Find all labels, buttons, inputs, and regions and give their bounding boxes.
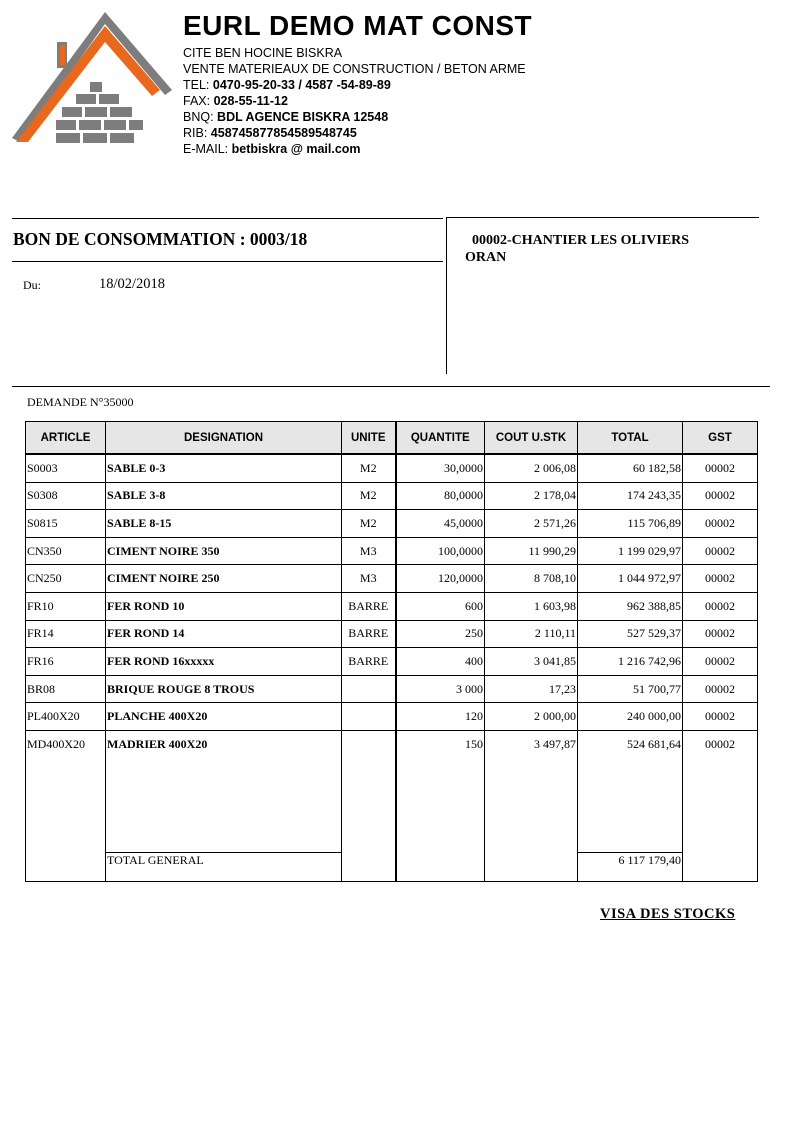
cell-quantite: 120,0000 [396, 565, 485, 593]
cell-cout: 2 178,04 [485, 482, 578, 510]
cell-unite: M2 [342, 510, 396, 538]
chantier-city: ORAN [465, 250, 507, 265]
cell-article: CN250 [26, 565, 106, 593]
header-article: ARTICLE [26, 422, 106, 455]
cell-designation: SABLE 3-8 [106, 482, 342, 510]
cell-quantite: 250 [396, 620, 485, 648]
cell-unite [342, 730, 396, 852]
visa-stocks-label: VISA DES STOCKS [600, 906, 736, 922]
divider-title [12, 261, 443, 262]
cell-total: 1 199 029,97 [578, 537, 683, 565]
fax-value: 028-55-11-12 [213, 94, 288, 108]
total-general-label: TOTAL GENERAL [106, 852, 342, 881]
cell-total: 174 243,35 [578, 482, 683, 510]
bnq-label: BNQ: [183, 110, 214, 124]
total-empty-unite [342, 852, 396, 881]
cell-unite: M2 [342, 482, 396, 510]
cell-cout: 1 603,98 [485, 592, 578, 620]
email-value: betbiskra @ mail.com [231, 142, 361, 156]
cell-designation: CIMENT NOIRE 350 [106, 537, 342, 565]
header-designation: DESIGNATION [106, 422, 342, 455]
items-table [25, 421, 758, 882]
header-cout: COUT U.STK [485, 422, 578, 455]
cell-total: 1 044 972,97 [578, 565, 683, 593]
cell-designation: MADRIER 400X20 [106, 730, 342, 852]
cell-designation: SABLE 8-15 [106, 510, 342, 538]
table-row [26, 592, 758, 620]
cell-quantite: 150 [396, 730, 485, 852]
cell-article: S0003 [26, 454, 106, 482]
header-gst: GST [683, 422, 758, 455]
divider-top-left [12, 218, 443, 219]
cell-gst: 00002 [683, 730, 758, 852]
cell-gst: 00002 [683, 565, 758, 593]
cell-article: PL400X20 [26, 703, 106, 731]
cell-quantite: 45,0000 [396, 510, 485, 538]
tel-label: TEL: [183, 78, 210, 92]
header-quantite: QUANTITE [396, 422, 485, 455]
cell-unite: BARRE [342, 648, 396, 676]
cell-gst: 00002 [683, 703, 758, 731]
cell-designation: FER ROND 10 [106, 592, 342, 620]
cell-gst: 00002 [683, 537, 758, 565]
document-date: 18/02/2018 [99, 276, 166, 292]
cell-cout: 8 708,10 [485, 565, 578, 593]
cell-unite: BARRE [342, 620, 396, 648]
table-row [26, 482, 758, 510]
rib-value: 458745877854589548745 [210, 126, 357, 140]
cell-quantite: 600 [396, 592, 485, 620]
rib-label: RIB: [183, 126, 208, 140]
cell-unite: M2 [342, 454, 396, 482]
cell-quantite: 3 000 [396, 675, 485, 703]
cell-article: BR08 [26, 675, 106, 703]
cell-article: FR14 [26, 620, 106, 648]
cell-total: 240 000,00 [578, 703, 683, 731]
cell-gst: 00002 [683, 620, 758, 648]
tel-value: 0470-95-20-33 / 4587 -54-89-89 [212, 78, 391, 92]
cell-total: 51 700,77 [578, 675, 683, 703]
header-total: TOTAL [578, 422, 683, 455]
cell-total: 524 681,64 [578, 730, 683, 852]
cell-quantite: 400 [396, 648, 485, 676]
company-rib [183, 125, 357, 141]
cell-gst: 00002 [683, 482, 758, 510]
table-row [26, 510, 758, 538]
cell-quantite: 30,0000 [396, 454, 485, 482]
cell-cout: 3 497,87 [485, 730, 578, 852]
cell-unite: BARRE [342, 592, 396, 620]
cell-cout: 2 110,11 [485, 620, 578, 648]
company-logo [10, 12, 175, 147]
cell-unite [342, 675, 396, 703]
table-row [26, 730, 758, 852]
cell-article: FR10 [26, 592, 106, 620]
cell-gst: 00002 [683, 648, 758, 676]
total-empty-quantite [396, 852, 485, 881]
cell-total: 115 706,89 [578, 510, 683, 538]
cell-article: MD400X20 [26, 730, 106, 852]
table-row [26, 648, 758, 676]
cell-cout: 3 041,85 [485, 648, 578, 676]
bnq-value: BDL AGENCE BISKRA 12548 [217, 110, 389, 124]
total-row [26, 852, 758, 881]
fax-label: FAX: [183, 94, 211, 108]
divider-bottom [12, 386, 770, 387]
company-fax [183, 93, 288, 109]
cell-cout: 11 990,29 [485, 537, 578, 565]
cell-designation: CIMENT NOIRE 250 [106, 565, 342, 593]
cell-gst: 00002 [683, 675, 758, 703]
total-empty-gst [683, 852, 758, 881]
company-name: EURL DEMO MAT CONST [183, 10, 533, 41]
cell-cout: 2 006,08 [485, 454, 578, 482]
cell-quantite: 120 [396, 703, 485, 731]
cell-cout: 2 571,26 [485, 510, 578, 538]
total-empty-cout [485, 852, 578, 881]
cell-designation: BRIQUE ROUGE 8 TROUS [106, 675, 342, 703]
cell-total: 962 388,85 [578, 592, 683, 620]
cell-quantite: 80,0000 [396, 482, 485, 510]
document-title: BON DE CONSOMMATION : 0003/18 [13, 229, 308, 249]
table-row [26, 675, 758, 703]
items-table-container [25, 421, 757, 889]
chantier-name: 00002-CHANTIER LES OLIVIERS [472, 233, 690, 248]
company-tel [183, 77, 391, 93]
divider-top-right [447, 217, 759, 218]
cell-cout: 17,23 [485, 675, 578, 703]
cell-unite: M3 [342, 537, 396, 565]
cell-gst: 00002 [683, 454, 758, 482]
cell-unite [342, 703, 396, 731]
cell-gst: 00002 [683, 592, 758, 620]
email-label: E-MAIL: [183, 142, 229, 156]
cell-article: CN350 [26, 537, 106, 565]
cell-total: 60 182,58 [578, 454, 683, 482]
company-bank [183, 109, 388, 125]
table-row [26, 620, 758, 648]
table-row [26, 454, 758, 482]
cell-unite: M3 [342, 565, 396, 593]
cell-total: 1 216 742,96 [578, 648, 683, 676]
company-email [183, 141, 361, 157]
cell-cout: 2 000,00 [485, 703, 578, 731]
total-empty-article [26, 852, 106, 881]
cell-article: FR16 [26, 648, 106, 676]
cell-total: 527 529,37 [578, 620, 683, 648]
cell-designation: PLANCHE 400X20 [106, 703, 342, 731]
cell-designation: SABLE 0-3 [106, 454, 342, 482]
date-label: Du: [23, 278, 41, 292]
cell-article: S0815 [26, 510, 106, 538]
demande-number: DEMANDE N°35000 [27, 395, 134, 409]
table-row [26, 537, 758, 565]
cell-designation: FER ROND 14 [106, 620, 342, 648]
cell-gst: 00002 [683, 510, 758, 538]
company-activity: VENTE MATERIEAUX DE CONSTRUCTION / BETON ARME [183, 62, 526, 76]
divider-vertical [446, 217, 447, 374]
header-unite: UNITE [342, 422, 396, 455]
logo-bricks [56, 82, 143, 143]
table-header-row [26, 422, 758, 455]
cell-article: S0308 [26, 482, 106, 510]
table-row [26, 565, 758, 593]
cell-quantite: 100,0000 [396, 537, 485, 565]
company-address: CITE BEN HOCINE BISKRA [183, 46, 343, 60]
table-row [26, 703, 758, 731]
cell-designation: FER ROND 16xxxxx [106, 648, 342, 676]
total-general-value: 6 117 179,40 [578, 852, 683, 881]
